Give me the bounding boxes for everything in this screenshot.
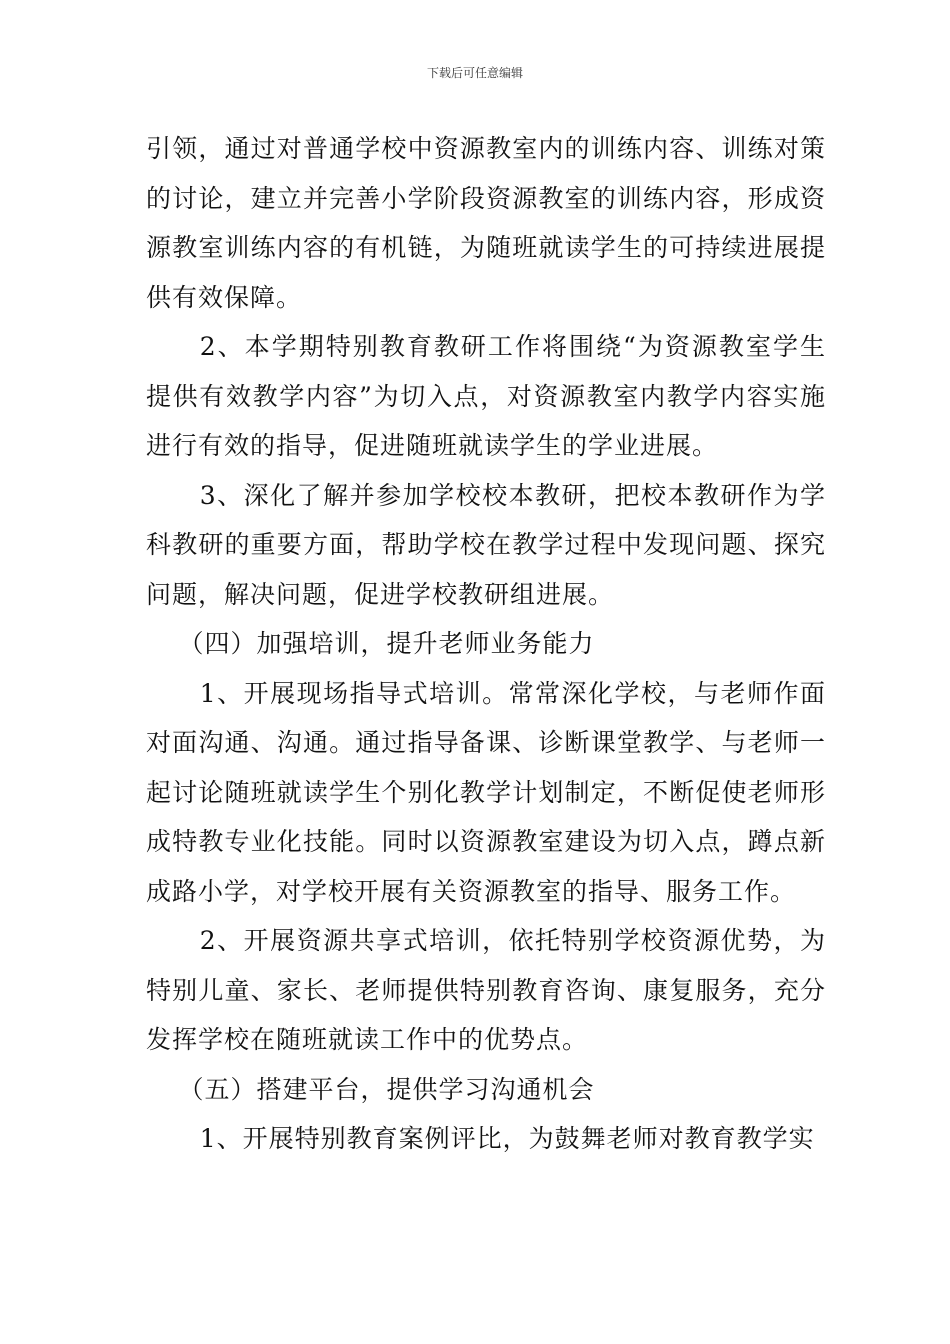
page-header: 下载后可任意编辑 bbox=[426, 66, 523, 80]
paragraph-training-2: 2、开展资源共享式培训，依托特别学校资源优势，为特别儿童、家长、老师提供特别教育咨询、康复服务，充分发挥学校在随班就读工作中的优势点。 bbox=[146, 926, 826, 1054]
paragraph-item-2: 2、本学期特别教育教研工作将围绕“为资源教室学生提供有效教学内容”为切入点，对资源教室内教学内容实施进行有效的指导，促进随班就读学生的学业进展。 bbox=[146, 332, 826, 460]
document-body bbox=[146, 124, 826, 1164]
paragraph-continuation: 引领，通过对普通学校中资源教室内的训练内容、训练对策的讨论，建立并完善小学阶段资源教室的训练内容，形成资源教室训练内容的有机链，为随班就读学生的可持续进展提供有效保障。 bbox=[146, 134, 826, 312]
paragraph-platform-1: 1、开展特别教育案例评比，为鼓舞老师对教育教学实 bbox=[199, 1124, 815, 1153]
paragraph-item-3: 3、深化了解并参加学校校本教研，把校本教研作为学科教研的重要方面，帮助学校在教学过程中发现问题、探究问题，解决问题，促进学校教研组进展。 bbox=[146, 480, 826, 609]
section-heading-5: （五）搭建平台，提供学习沟通机会 bbox=[178, 1074, 595, 1104]
paragraph-training-1: 1、开展现场指导式培训。常常深化学校，与老师作面对面沟通、沟通。通过指导备课、诊断课堂教学、与老师一起讨论随班就读学生个别化教学计划制定，不断促使老师形成特教专业化技能。同时以资源教室建设为切入点，蹲点新成路小学，对学校开展有关资源教室的指导、服务工作。 bbox=[146, 678, 826, 906]
section-heading-4: （四）加强培训，提升老师业务能力 bbox=[178, 629, 595, 658]
